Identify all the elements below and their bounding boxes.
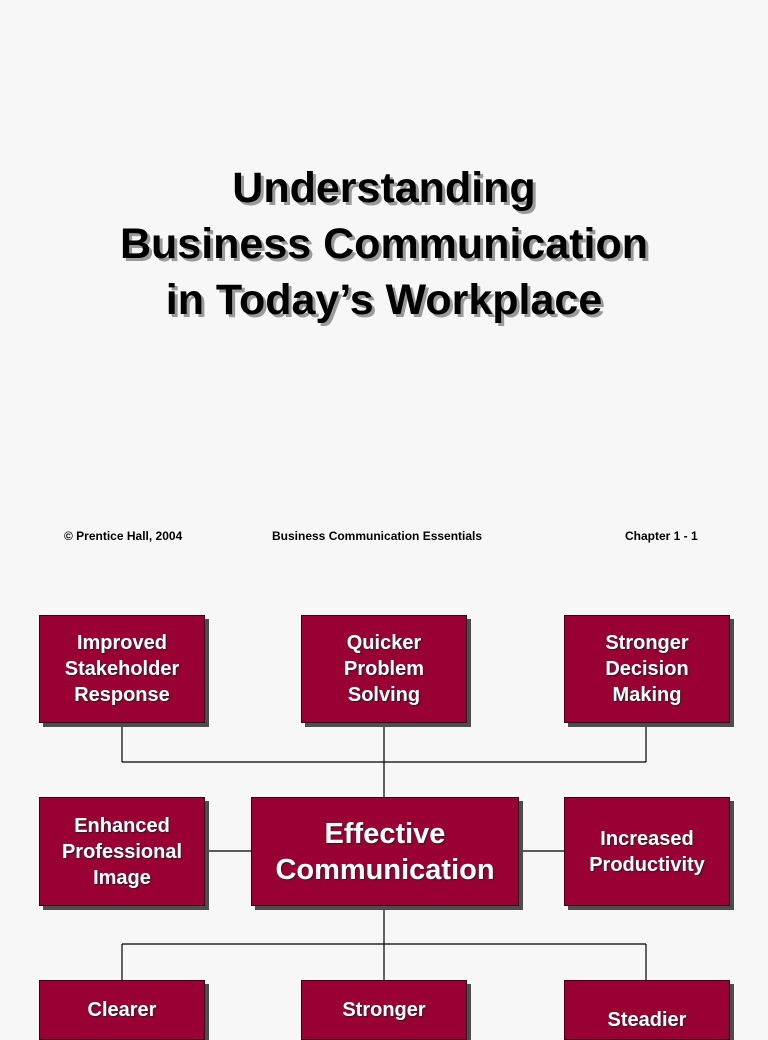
box-label: Enhanced Professional Image — [61, 814, 183, 889]
box-label: Increased Productivity — [589, 827, 705, 876]
box-steadier — [564, 980, 730, 1040]
course-text: Business Communication Essentials — [272, 529, 483, 543]
box-label: Clearer — [87, 999, 157, 1021]
box-effective-communication — [251, 797, 519, 906]
box-label: Stronger — [342, 999, 426, 1021]
box-increased-productivity — [564, 797, 730, 906]
box-clearer — [39, 980, 205, 1040]
box-quicker-problem-solving — [301, 615, 467, 723]
box-label: Improved Stakeholder Response — [64, 632, 180, 706]
box-enhanced-professional-image — [39, 797, 205, 906]
box-label: Quicker Problem Solving — [343, 632, 425, 706]
title-line-1: Understanding — [232, 164, 536, 212]
box-stronger-decision-making — [564, 615, 730, 723]
box-label: Steadier — [607, 1009, 687, 1031]
box-stronger — [301, 980, 467, 1040]
chapter-text: Chapter 1 - 1 — [625, 529, 698, 543]
box-improved-stakeholder-response — [39, 615, 205, 723]
box-label: Effective Communication — [275, 817, 495, 886]
title-line-2: Business Communication — [119, 220, 649, 268]
box-label: Stronger Decision Making — [605, 632, 689, 706]
title-line-3: in Today’s Workplace — [165, 276, 603, 324]
copyright-text: © Prentice Hall, 2004 — [64, 529, 183, 543]
